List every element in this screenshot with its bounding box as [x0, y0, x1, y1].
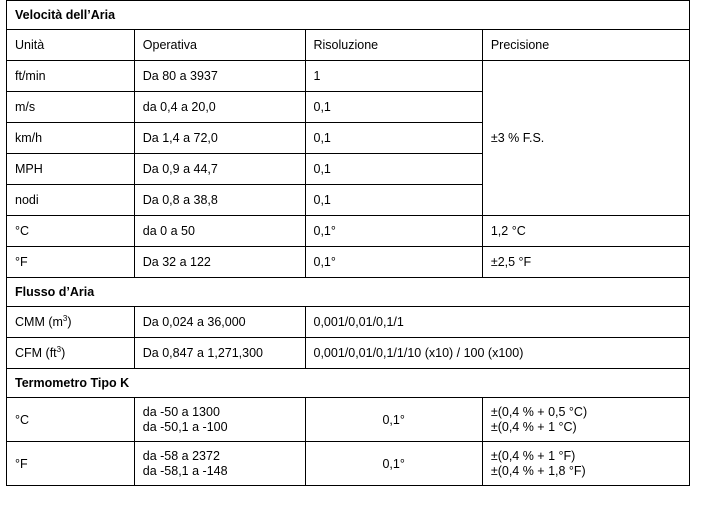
range-line: da -50 a 1300: [142, 404, 220, 419]
header-row: [7, 30, 690, 61]
unit-text: CMM (m: [15, 315, 63, 329]
cell-range: da 0,4 a 20,0: [134, 92, 305, 123]
table-row: [7, 216, 690, 247]
section-row-air-flow: [7, 278, 690, 307]
cell-range: Da 32 a 122: [134, 247, 305, 278]
section-title-thermometer: Termometro Tipo K: [7, 369, 690, 398]
cell-resolution: 0,1: [305, 185, 482, 216]
precision-line: ±(0,4 % + 1 °C): [490, 419, 577, 434]
range-line: da -58 a 2372: [142, 448, 220, 463]
cell-unit: nodi: [7, 185, 135, 216]
cell-unit: [7, 338, 135, 369]
range-line: da -50,1 a -100: [142, 419, 228, 434]
cell-unit: °C: [7, 216, 135, 247]
section-row-air-velocity: [7, 1, 690, 30]
cell-range: Da 0,9 a 44,7: [134, 154, 305, 185]
unit-text-end: ): [67, 315, 72, 329]
cell-unit: MPH: [7, 154, 135, 185]
cell-unit: °F: [7, 442, 135, 486]
section-title-air-velocity: Velocità dell’Aria: [7, 1, 690, 30]
unit-superscript: 3: [62, 313, 68, 323]
cell-precision: [482, 398, 689, 442]
cell-precision: 1,2 °C: [482, 216, 689, 247]
header-resolution: Risoluzione: [305, 30, 482, 61]
unit-text: CFM (ft: [15, 346, 57, 360]
cell-unit: °C: [7, 398, 135, 442]
cell-resolution: 0,1°: [305, 247, 482, 278]
table-row: [7, 338, 690, 369]
cell-range: Da 0,024 a 36,000: [134, 307, 305, 338]
header-precision: Precisione: [482, 30, 689, 61]
cell-resolution: 0,1: [305, 92, 482, 123]
range-line: da -58,1 a -148: [142, 463, 228, 478]
cell-range: Da 0,847 a 1,271,300: [134, 338, 305, 369]
cell-range: Da 1,4 a 72,0: [134, 123, 305, 154]
section-row-thermometer: [7, 369, 690, 398]
table-row: [7, 442, 690, 486]
cell-unit: °F: [7, 247, 135, 278]
table-row: [7, 61, 690, 92]
cell-unit: [7, 307, 135, 338]
table-row: [7, 247, 690, 278]
cell-precision: ±2,5 °F: [482, 247, 689, 278]
cell-resolution: 0,001/0,01/0,1/1/10 (x10) / 100 (x100): [305, 338, 690, 369]
cell-unit: m/s: [7, 92, 135, 123]
cell-resolution: 0,1: [305, 154, 482, 185]
cell-range: da 0 a 50: [134, 216, 305, 247]
cell-resolution: 0,1: [305, 123, 482, 154]
cell-resolution: 0,1°: [305, 398, 482, 442]
precision-line: ±(0,4 % + 1 °F): [490, 448, 576, 463]
specifications-table: [6, 0, 690, 486]
cell-resolution: 0,1°: [305, 216, 482, 247]
cell-range: [134, 398, 305, 442]
cell-range: Da 0,8 a 38,8: [134, 185, 305, 216]
table-row: [7, 398, 690, 442]
precision-line: ±(0,4 % + 1,8 °F): [490, 463, 586, 478]
header-unit: Unità: [7, 30, 135, 61]
cell-unit: ft/min: [7, 61, 135, 92]
cell-unit: km/h: [7, 123, 135, 154]
section-title-air-flow: Flusso d’Aria: [7, 278, 690, 307]
header-operative: Operativa: [134, 30, 305, 61]
table-row: [7, 307, 690, 338]
cell-range: [134, 442, 305, 486]
cell-range: Da 80 a 3937: [134, 61, 305, 92]
unit-superscript: 3: [56, 344, 62, 354]
cell-precision: [482, 442, 689, 486]
cell-resolution: 0,001/0,01/0,1/1: [305, 307, 690, 338]
unit-text-end: ): [61, 346, 66, 360]
cell-resolution: 0,1°: [305, 442, 482, 486]
precision-line: ±(0,4 % + 0,5 °C): [490, 404, 588, 419]
cell-velocity-precision: ±3 % F.S.: [482, 61, 689, 216]
cell-resolution: 1: [305, 61, 482, 92]
